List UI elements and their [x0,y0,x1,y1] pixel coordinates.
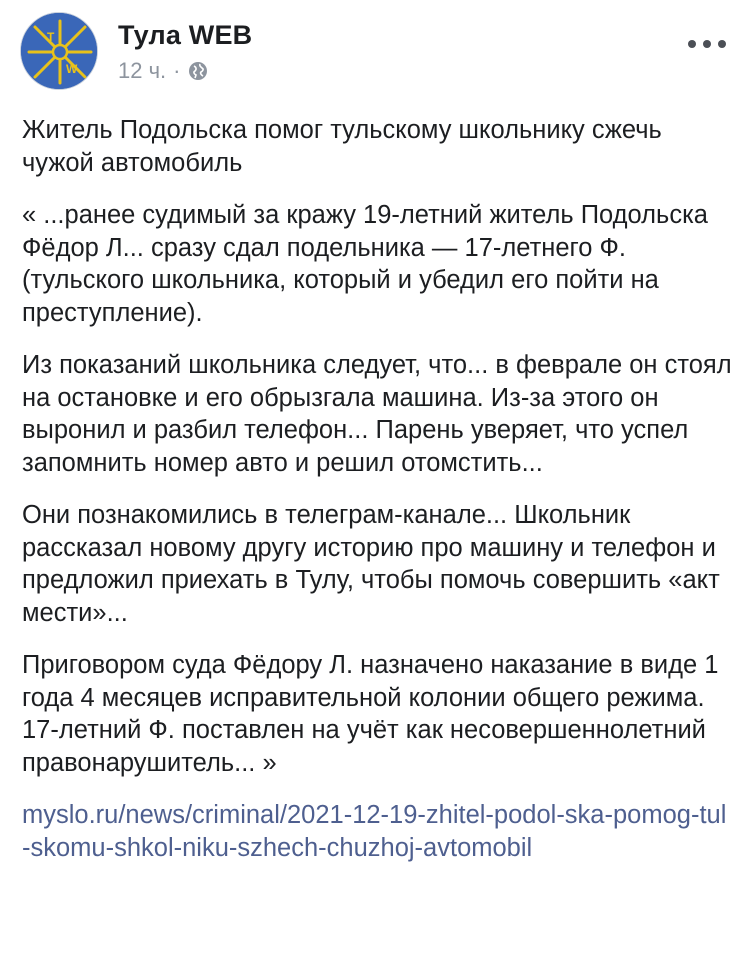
more-dot [703,40,711,48]
post-paragraph: Из показаний школьника следует, что... в феврале он стоял на остановке и его обрызгала машина. Из-за этого он выронил и разбил телефон... Парень уверяет, что успел запомнить номер авто и решил отомстить... [22,351,732,477]
svg-text:T: T [47,30,55,44]
post-meta [118,58,208,84]
globe-icon [188,61,208,81]
page-avatar[interactable] [20,12,98,90]
article-link[interactable]: myslo.ru/news/criminal/2021-12-19-zhitel-podol-ska-pomog-tul-skomu-shkol-niku-szhech-chuzhoj-avtomobil [22,801,727,862]
post-paragraph: Они познакомились в телеграм-канале... Школьник рассказал новому другу историю про машину и телефон и предложил приехать в Тулу, чтобы помочь совершить «акт мести»... [22,501,720,627]
post-headline: Житель Подольска помог тульскому школьнику сжечь чужой автомобиль [22,116,662,177]
post-paragraph: Приговором суда Фёдору Л. назначено наказание в виде 1 года 4 месяцев исправительной колонии общего режима. 17-летний Ф. поставлен на учёт как несовершеннолетний правонарушитель... » [22,651,719,777]
page-name[interactable]: Тула WEB [118,20,253,50]
more-dot [688,40,696,48]
svg-text:W: W [66,62,78,76]
tula-web-logo-icon [21,13,98,90]
meta-separator: · [173,58,181,83]
more-options-button[interactable] [688,36,726,52]
post-time[interactable]: 12 ч. [118,58,167,83]
post-body [22,114,734,864]
post-header [0,0,750,100]
post-paragraph: « ...ранее судимый за кражу 19-летний житель Подольска Фёдор Л... сразу сдал подельника — 17-летнего Ф. (тульского школьника, который и убедил его пойти на преступление). [22,201,708,327]
more-dot [718,40,726,48]
